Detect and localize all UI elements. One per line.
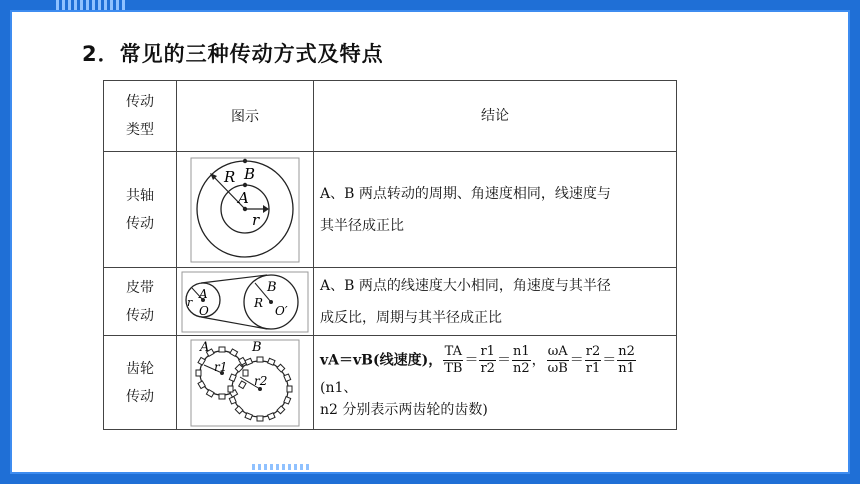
frame-decoration-top	[56, 0, 128, 10]
conclusion-coaxial: A、B 两点转动的周期、角速度相同，线速度与 其半径成正比	[314, 152, 677, 268]
header-figure: 图示	[177, 81, 314, 152]
gear-formula-line1: vA＝vB(线速度)， $\frac{TA}{TB}$ ＝ $\frac{r1}{r2}$ ＝ $\frac{n1}{n2}$ ， $\frac{\omega A}{\omega B}$ ＝ $\frac{r2}{r1}$ ＝ $\frac{n2}{n1}$ (n1、	[320, 344, 635, 396]
figure-gear-cell	[177, 336, 314, 430]
frac-T: $\frac{TA}{TB}$	[444, 344, 463, 376]
figure-belt-cell	[177, 268, 314, 336]
label-r2: r2	[254, 373, 268, 388]
label-O: O	[199, 303, 209, 318]
label-r1: r1	[214, 359, 228, 374]
frac-r: $\frac{r1}{r2}$	[480, 344, 495, 376]
table-row	[104, 336, 677, 430]
gear-tooth	[228, 386, 233, 392]
section-title: 2．常见的三种传动方式及特点	[82, 42, 384, 66]
label-B: B	[267, 279, 277, 295]
gear-tooth	[196, 370, 201, 376]
label-A: A	[238, 188, 249, 207]
gear-tooth	[243, 370, 248, 376]
table-header-row	[104, 81, 677, 152]
gear-tooth	[257, 357, 263, 362]
figure-coaxial-cell	[177, 152, 314, 268]
gear-tooth	[257, 416, 263, 421]
label-B: B	[244, 164, 256, 183]
frame-decoration-bottom	[252, 464, 312, 470]
row-type-gear: 齿轮 传动	[104, 336, 177, 430]
gear-tooth	[219, 347, 225, 352]
label-A: A	[200, 339, 210, 355]
label-B: B	[252, 339, 262, 355]
label-r: r	[252, 210, 260, 229]
frac-r-inv: $\frac{r2}{r1}$	[585, 344, 601, 376]
header-conclusion: 结论	[314, 81, 677, 152]
row-type-belt: 皮带 传动	[104, 268, 177, 336]
header-type: 传动 类型	[104, 81, 177, 152]
gear-formula-line2: n2 分别表示两齿轮的齿数)	[320, 402, 488, 418]
gear-tooth	[287, 386, 292, 392]
gear-tooth	[219, 394, 225, 399]
row-type-coaxial: 共轴 传动	[104, 152, 177, 268]
label-R: R	[254, 295, 264, 310]
conclusion-belt: A、B 两点的线速度大小相同，角速度与其半径 成反比，周期与其半径成正比	[314, 268, 677, 336]
label-r: r	[187, 295, 193, 309]
table-row	[104, 152, 677, 268]
frac-n: $\frac{n1}{n2}$	[512, 344, 530, 376]
transmission-table	[103, 80, 677, 430]
table-row	[104, 268, 677, 336]
gear-diagram	[190, 339, 300, 427]
coaxial-diagram	[190, 157, 300, 263]
belt-diagram	[181, 271, 309, 333]
label-A: A	[199, 286, 208, 301]
label-R: R	[224, 167, 236, 186]
frac-n-inv: $\frac{n2}{n1}$	[618, 344, 635, 376]
conclusion-gear	[314, 336, 677, 430]
label-O-prime: O′	[275, 303, 288, 318]
frac-omega: $\frac{\omega A}{\omega B}$	[547, 344, 568, 376]
